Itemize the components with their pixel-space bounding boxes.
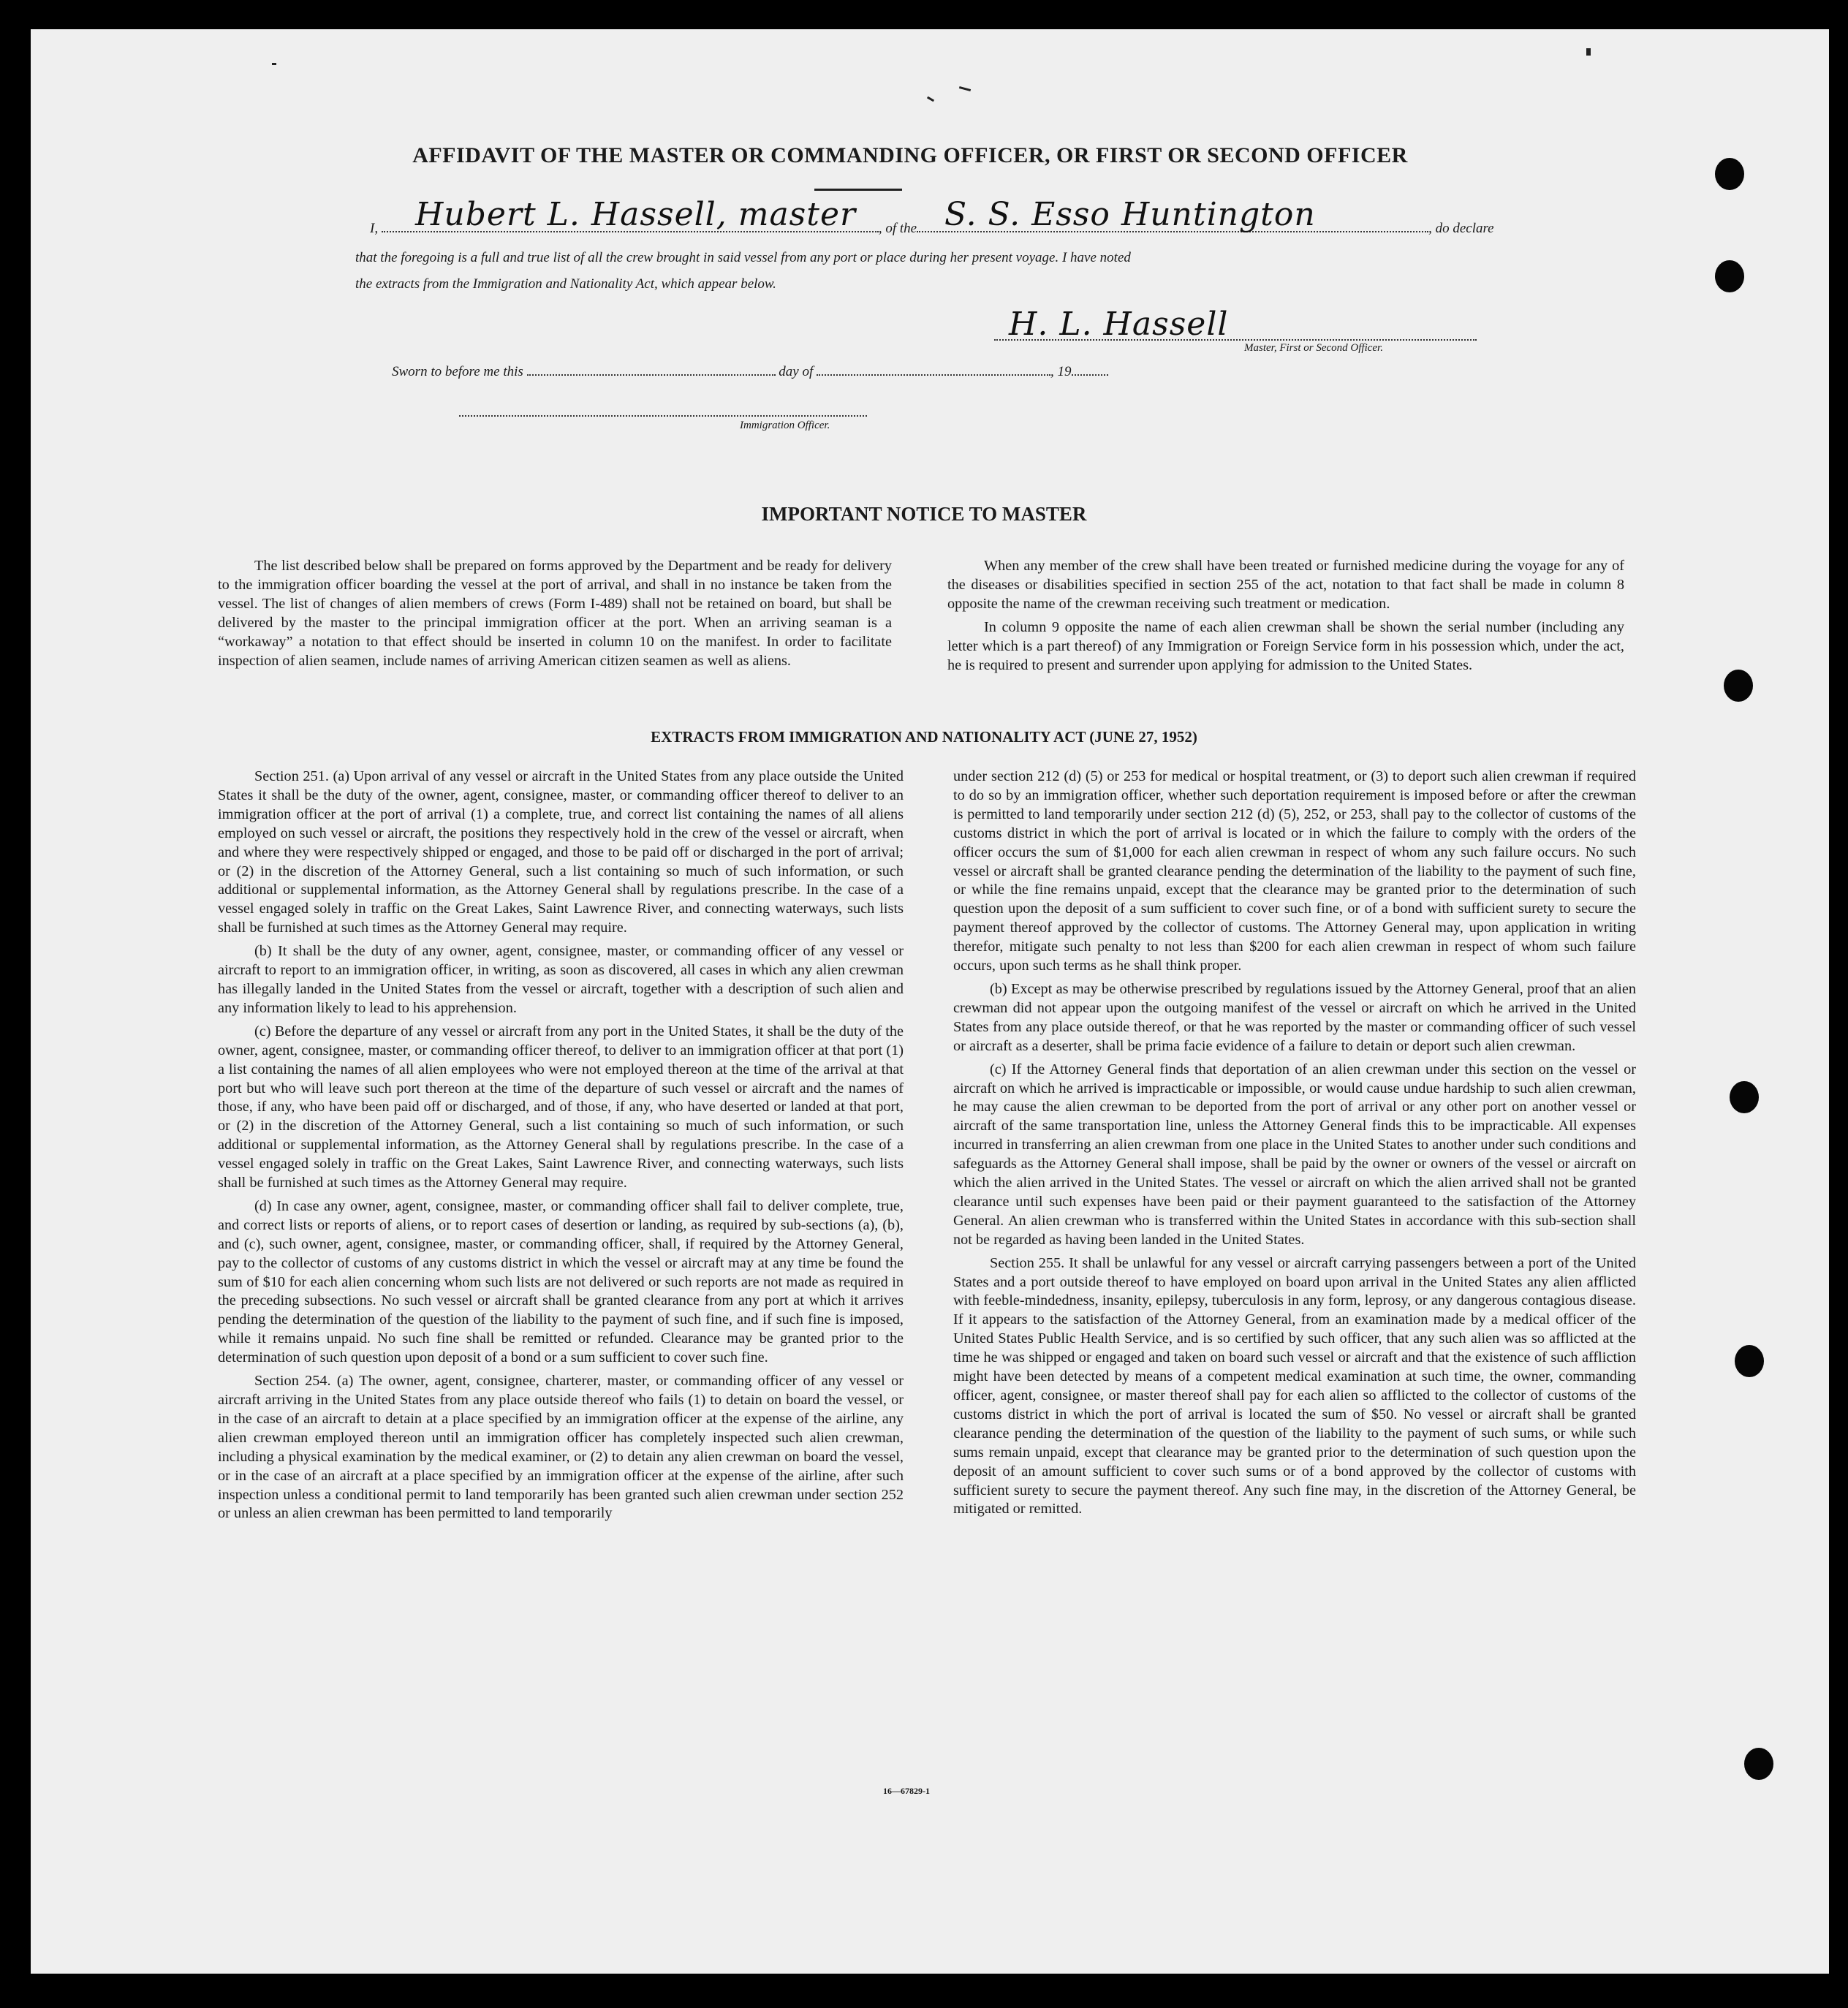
handwritten-vessel-name: S. S. Esso Huntington xyxy=(944,196,1316,233)
declaration-prefix: I, xyxy=(370,221,379,236)
officer-signature-line xyxy=(459,415,867,417)
notice-title: IMPORTANT NOTICE TO MASTER xyxy=(761,503,1087,525)
extracts-title: EXTRACTS FROM IMMIGRATION AND NATIONALITY ACT (JUNE 27, 1952) xyxy=(651,728,1197,746)
day-of-label: day of xyxy=(779,364,814,379)
extracts-right-column xyxy=(953,768,1636,1523)
signature-line xyxy=(994,339,1477,341)
punch-hole xyxy=(1715,260,1744,292)
scan-speck xyxy=(1586,48,1591,56)
section-paragraph: (d) In case any owner, agent, consignee, master, or commanding officer shall fail to deliver complete, true, and correct lists or reports of aliens, or to report cases of desertion or landing, as required by sub-sections (a), (b), and (c), such owner, agent, consignee, master, or commanding officer, shall, if required by the Attorney General, pay to the collector of customs of any customs district in which the vessel or aircraft may at any time be found the sum of $10 for each alien concerning whom such lists are not delivered or such reports are not made as required in the preceding subsections. No such vessel or aircraft shall be granted clearance from any port at which it arrives pending the determination of the question of the liability to the payment of such fine, and if such fine is imposed, while it remains unpaid. No such fine shall be remitted or refunded. Clearance may be granted prior to the determination of such question upon deposit of a bond or a sum sufficient to cover such fine. xyxy=(218,1197,904,1366)
section-paragraph: (b) Except as may be otherwise prescribed by regulations issued by the Attorney General, proof that an alien crewman did not appear upon the outgoing manifest of the vessel or aircraft on which he arrived in the United States from any place outside thereof, or that he was reported by the master or commanding officer of such vessel or aircraft as a deserter, shall be prima facie evidence of a failure to detain or deport such alien crewman. xyxy=(953,980,1636,1054)
punch-hole xyxy=(1724,670,1753,702)
sworn-date-field xyxy=(527,374,776,376)
punch-hole xyxy=(1715,158,1744,190)
handwritten-master-name: Hubert L. Hassell, master xyxy=(415,196,857,233)
notice-paragraph: The list described below shall be prepared on forms approved by the Department and be ready for delivery to the immigration officer boarding the vessel at the port of arrival, and shall in no instance be taken from the vessel. The list of changes of alien members of crews (Form I-489) shall not be retained on board, but shall be delivered by the master to the principal immigration officer at the port. When an arriving seaman is a “workaway” a notation to that effect should be inserted in column 10 on the manifest. In order to facilitate inspection of alien seamen, include names of arriving American citizen seamen as well as aliens. xyxy=(218,558,892,669)
sworn-line xyxy=(392,364,1108,380)
form-number: 16—67829-1 xyxy=(883,1786,930,1796)
punch-hole xyxy=(1735,1345,1764,1377)
notice-left-column xyxy=(218,557,892,675)
sworn-year-field xyxy=(1072,374,1108,376)
extracts-left-column xyxy=(218,768,904,1528)
title-rule xyxy=(814,189,902,191)
punch-hole xyxy=(1730,1081,1759,1113)
year-label: , 19 xyxy=(1050,364,1072,379)
punch-hole xyxy=(1744,1748,1773,1780)
notice-paragraph: When any member of the crew shall have been treated or furnished medicine during the voyage for any of the diseases or disabilities specified in section 255 of the act, notation to that fact shall be made in column 8 opposite the name of the crewman receiving such treatment or medication. xyxy=(947,558,1624,612)
do-declare-label: , do declare xyxy=(1428,221,1494,236)
section-paragraph: (c) Before the departure of any vessel or aircraft from any port in the United States, it shall be the duty of the owner, agent, consignee, master, or commanding officer thereof, to deliver to an immigration officer at that port (1) a list containing the names of all alien employees who were not employed thereon at the time of the arrival at that port but who will leave such port thereon at the time of the departure of such vessel or aircraft and the names of those, if any, who have been paid off or discharged, and of those, if any, who have deserted or landed at that port, or (2) in the discretion of the Attorney General, such a list containing so much of such information, or such additional or supplemental information, as the Attorney General shall by regulations prescribe. In the case of a vessel engaged solely in traffic on the Great Lakes, Saint Lawrence River, and connecting waterways, such lists shall be furnished at such times as the Attorney General may require. xyxy=(218,1023,904,1191)
section-paragraph: (b) It shall be the duty of any owner, agent, consignee, master, or commanding officer of any vessel or aircraft to report to an immigration officer, in writing, as soon as discovered, all cases in which any alien crewman has illegally landed in the United States from the vessel or aircraft, together with a description of such alien and any information likely to lead to his apprehension. xyxy=(218,943,904,1016)
section-paragraph: Section 251. (a) Upon arrival of any vessel or aircraft in the United States from any place outside the United States it shall be the duty of the owner, agent, consignee, master, or commanding officer thereof to deliver to an immigration officer at the port of arrival (1) a complete, true, and correct list containing the names of all aliens employed on such vessel or aircraft, the positions they respectively hold in the crew of the vessel or aircraft, when and where they were respectively shipped or engaged, and those to be paid off or discharged in the port of arrival; or (2) in the discretion of the Attorney General, such a list containing so much of such information, or such additional or supplemental information, as the Attorney General shall by regulations prescribe. In the case of a vessel engaged solely in traffic on the Great Lakes, Saint Lawrence River, and connecting waterways, such lists shall be furnished at such times as the Attorney General may require. xyxy=(218,768,904,936)
of-the-label: , of the xyxy=(878,221,917,236)
section-paragraph: under section 212 (d) (5) or 253 for medical or hospital treatment, or (3) to deport such alien crewman if required to do so by an immigration officer, whether such deportation requirement is imposed before or after the crewman is permitted to land temporarily under section 212 (d) (5), 252, or 253, shall pay to the collector of customs of the customs district in which the port of arrival is located or in which the failure to comply with the orders of the officer occurs the sum of $1,000 for each alien crewman in respect of whom any such failure occurs. No such vessel or aircraft shall be granted clearance pending the determination of the liability to the payment of such fine, or while the fine remains unpaid, except that the clearance may be granted prior to the determination of such question upon the deposit of a sum sufficient to cover such fine, or of a bond with sufficient surety to secure the payment thereof approved by the collector of customs. The Attorney General may, upon application in writing therefor, mitigate such penalty to not less than $200 for each alien crewman in respect of whom such failure occurs, upon such terms as he shall think proper. xyxy=(953,768,1636,974)
signature-caption: Master, First or Second Officer. xyxy=(1244,342,1383,354)
sworn-month-field xyxy=(817,374,1050,376)
declaration-line-2: that the foregoing is a full and true list of all the crew brought in said vessel from any port or place during her present voyage. I have noted xyxy=(355,250,1131,265)
section-paragraph: Section 254. (a) The owner, agent, consignee, charterer, master, or commanding officer of any vessel or aircraft arriving in the United States from any place outside thereof who fails (1) to detain on board the vessel, or in the case of an aircraft to detain at a place specified by an immigration officer at the expense of the airline, any alien crewman employed thereon until an immigration officer has completely inspected such alien crewman, including a physical examination by the medical examiner, or (2) to detain any alien crewman on board the vessel, or in the case of an aircraft at a place specified by an immigration officer at the expense of the airline, after such inspection unless a conditional permit to land temporarily has been granted such alien crewman under section 252 or unless an alien crewman has been permitted to land temporarily xyxy=(218,1373,904,1522)
section-paragraph: (c) If the Attorney General finds that deportation of an alien crewman under this section on the vessel or aircraft on which he arrived is impracticable or impossible, or would cause undue hardship to such alien crewman, he may cause the alien crewman to be deported from the port of arrival or any other port on another vessel or aircraft of the same transportation line, unless the Attorney General finds this to be impracticable. All expenses incurred in transferring an alien crewman from one place in the United States to another under such conditions and safeguards as the Attorney General shall impose, shall be paid by the owner or owners of the vessel or aircraft on which the alien arrived in the United States. The vessel or aircraft on which the alien arrived shall not be granted clearance until such expenses have been paid or their payment guaranteed to the satisfaction of the Attorney General. An alien crewman who is transferred within the United States in accordance with this sub-section shall not be regarded as having been landed in the United States. xyxy=(953,1061,1636,1248)
scan-speck xyxy=(272,63,276,65)
officer-caption: Immigration Officer. xyxy=(740,420,830,431)
sworn-label: Sworn to before me this xyxy=(392,364,523,379)
affidavit-title: AFFIDAVIT OF THE MASTER OR COMMANDING OFFICER, OR FIRST OR SECOND OFFICER xyxy=(412,143,1408,167)
section-paragraph: Section 255. It shall be unlawful for any vessel or aircraft carrying passengers between a port of the United States and a port outside thereof to have employed on board upon arrival in the United States any alien afflicted with feeble-mindedness, insanity, epilepsy, tuberculosis in any form, leprosy, or any dangerous contagious disease. If it appears to the satisfaction of the Attorney General, from an examination made by a medical officer of the United States Public Health Service, and is so certified by such officer, that any such alien was so afflicted at the time he was shipped or engaged and taken on board such vessel or aircraft and that the existence of such affliction might have been detected by means of a competent medical examination at such time, the owner, commanding officer, agent, consignee, or master thereof shall pay for each alien so afflicted to the collector of customs of the customs district in which the port of arrival is located the sum of $50. No vessel or aircraft shall be granted clearance pending the determination of the question of the liability to the payment of such sums, or while such sums remain unpaid, except that clearance may be granted prior to the determination of such question upon the deposit of an amount sufficient to cover such sums or of a bond approved by the collector of customs with sufficient surety to secure the payment thereof. Any such fine may, in the discretion of the Attorney General, be mitigated or remitted. xyxy=(953,1254,1636,1518)
notice-right-column xyxy=(947,557,1624,679)
master-signature: H. L. Hassell xyxy=(1009,306,1229,343)
notice-paragraph: In column 9 opposite the name of each alien crewman shall be shown the serial number (including any letter which is a part thereof) of any Immigration or Foreign Service form in his possession which, under the act, he is required to present and surrender upon applying for admission to the United States. xyxy=(947,618,1624,673)
declaration-line-3: the extracts from the Immigration and Nationality Act, which appear below. xyxy=(355,276,776,292)
